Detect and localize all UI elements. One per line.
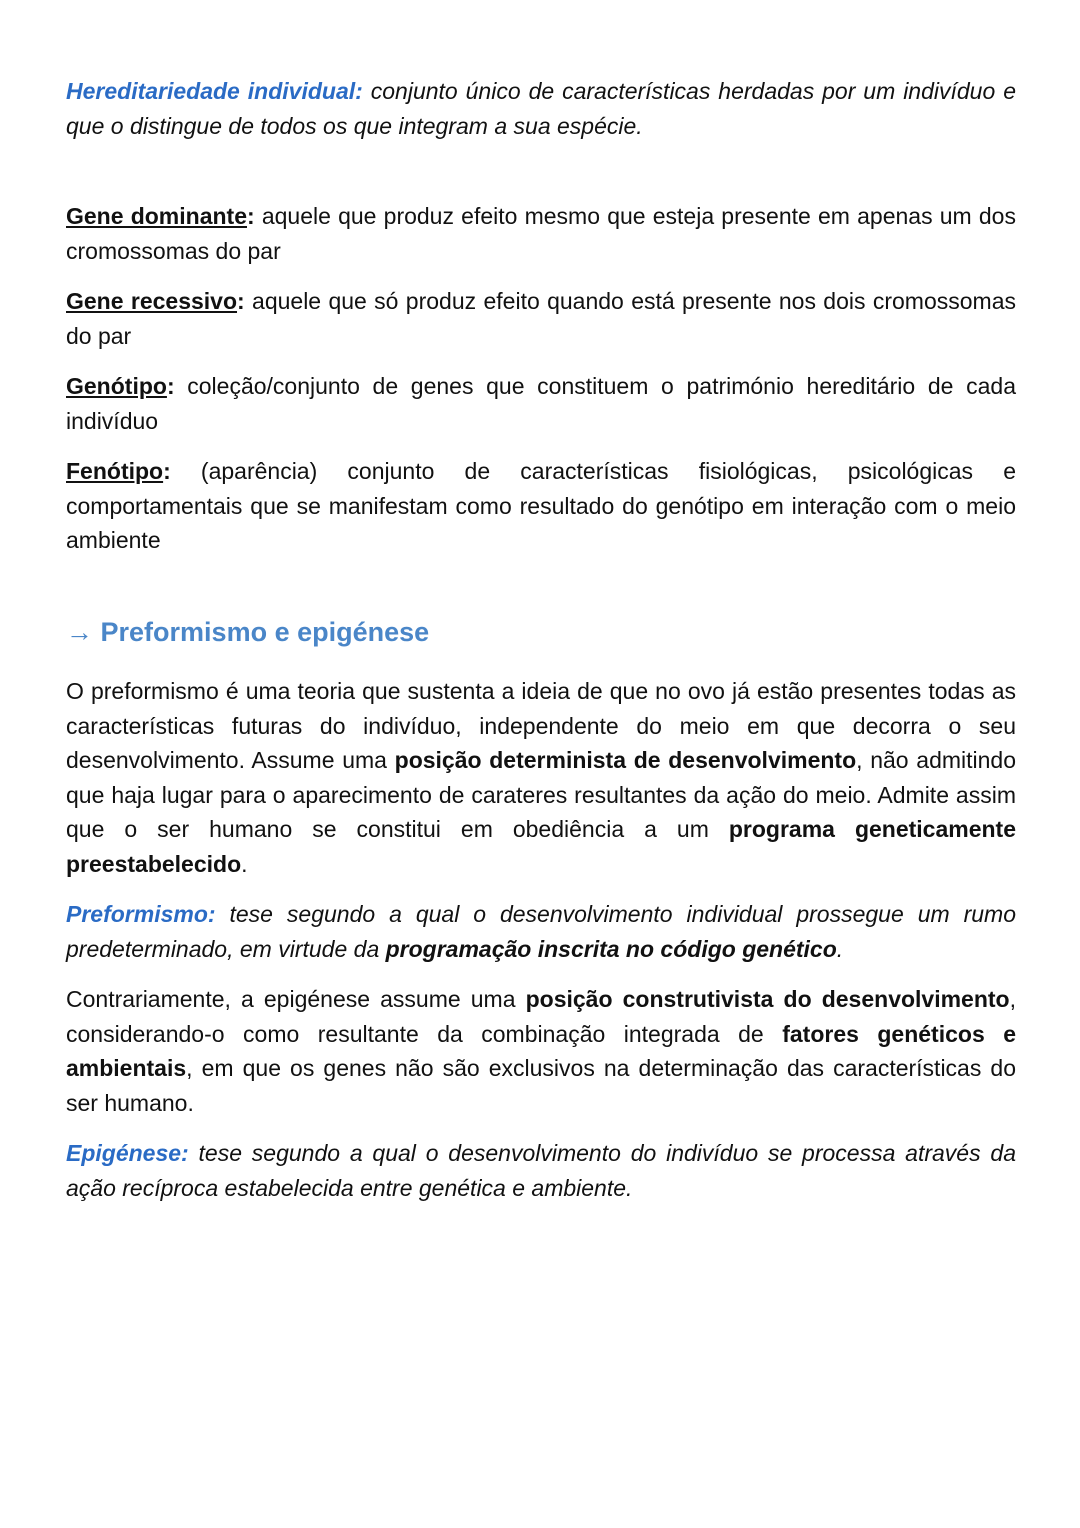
definition-fenotipo <box>66 454 1016 558</box>
definition-gene-recessivo <box>66 284 1016 353</box>
text-run: , considerando-o como resultante da combinação integrada de <box>66 986 1016 1047</box>
text-run: O preformismo é uma teoria que sustenta a ideia de que no ovo já estão presentes todas as características futuras do indivíduo, independente do meio em que decorra o seu desenvolvimento. Assume uma <box>66 678 1016 773</box>
term-separator: : <box>166 373 188 399</box>
term-preformismo: Preformismo <box>66 901 208 927</box>
arrow-icon: → <box>66 616 93 647</box>
term-separator: : <box>237 288 253 314</box>
definition-body: aquele que produz efeito mesmo que esteja presente em apenas um dos cromossomas do par <box>66 203 1016 264</box>
definition-body: coleção/conjunto de genes que constituem o património hereditário de cada indivíduo <box>66 373 1016 434</box>
bold-run-programa-geneticamente: programa geneticamente preestabelecido <box>66 816 1016 877</box>
term-separator: : <box>247 203 262 229</box>
term-fenotipo: Fenótipo <box>66 458 164 484</box>
term-hereditariedade-individual: Hereditariedade individual <box>66 78 356 104</box>
term-epigenese: Epigénese <box>66 1140 182 1166</box>
bold-run-programacao-inscrita: programação inscrita no código genético <box>385 935 837 962</box>
term-separator: : <box>207 901 230 927</box>
section-heading-preformismo-e-epigenese <box>66 612 1016 653</box>
definition-epigenese <box>66 1136 1016 1205</box>
term-separator: : <box>355 78 371 104</box>
term-separator: : <box>181 1140 199 1166</box>
definition-hereditariedade-individual <box>66 74 1016 143</box>
paragraph-preformismo-theory <box>66 674 1016 881</box>
text-run: , não admitindo que haja lugar para o aparecimento de carateres resultantes da ação do meio. Admite assim que o ser humano se constitui em obediência a um <box>66 747 1017 842</box>
definition-body: tese segundo a qual o desenvolvimento individual prossegue um rumo predeterminado, em virtude da <box>66 901 1016 962</box>
definition-preformismo <box>66 897 1016 966</box>
term-gene-recessivo: Gene recessivo <box>66 288 238 314</box>
term-separator: : <box>163 458 201 484</box>
definition-body: tese segundo a qual o desenvolvimento do indivíduo se processa através da ação recíproca estabelecida entre genética e ambiente. <box>66 1140 1016 1201</box>
term-genotipo: Genótipo <box>66 373 167 399</box>
definition-body: aquele que só produz efeito quando está presente nos dois cromossomas do par <box>66 288 1016 349</box>
text-run: , em que os genes não são exclusivos na determinação das características do ser humano. <box>66 1055 1016 1116</box>
paragraph-epigenese-theory <box>66 982 1016 1120</box>
section-heading-text: Preformismo e epigénese <box>100 616 430 647</box>
text-run: Contrariamente, a epigénese assume uma <box>66 986 526 1012</box>
text-run: . <box>241 850 248 877</box>
definition-genotipo <box>66 369 1016 438</box>
bold-run-fatores-geneticos: fatores genéticos e ambientais <box>66 1020 1016 1081</box>
bold-run-posicao-determinista: posição determinista de desenvolvimento <box>394 747 857 773</box>
bold-run-posicao-construtivista: posição construtivista do desenvolvimento <box>525 986 1010 1012</box>
definition-body: (aparência) conjunto de características fisiológicas, psicológicas e comportamentais que se manifestam como resultado do genótipo em interação com o meio ambiente <box>66 458 1016 553</box>
text-run: . <box>836 935 844 962</box>
definition-body: conjunto único de características herdadas por um indivíduo e que o distingue de todos os que integram a sua espécie. <box>66 78 1016 139</box>
definition-gene-dominante <box>66 199 1016 268</box>
term-gene-dominante: Gene dominante <box>66 203 247 229</box>
